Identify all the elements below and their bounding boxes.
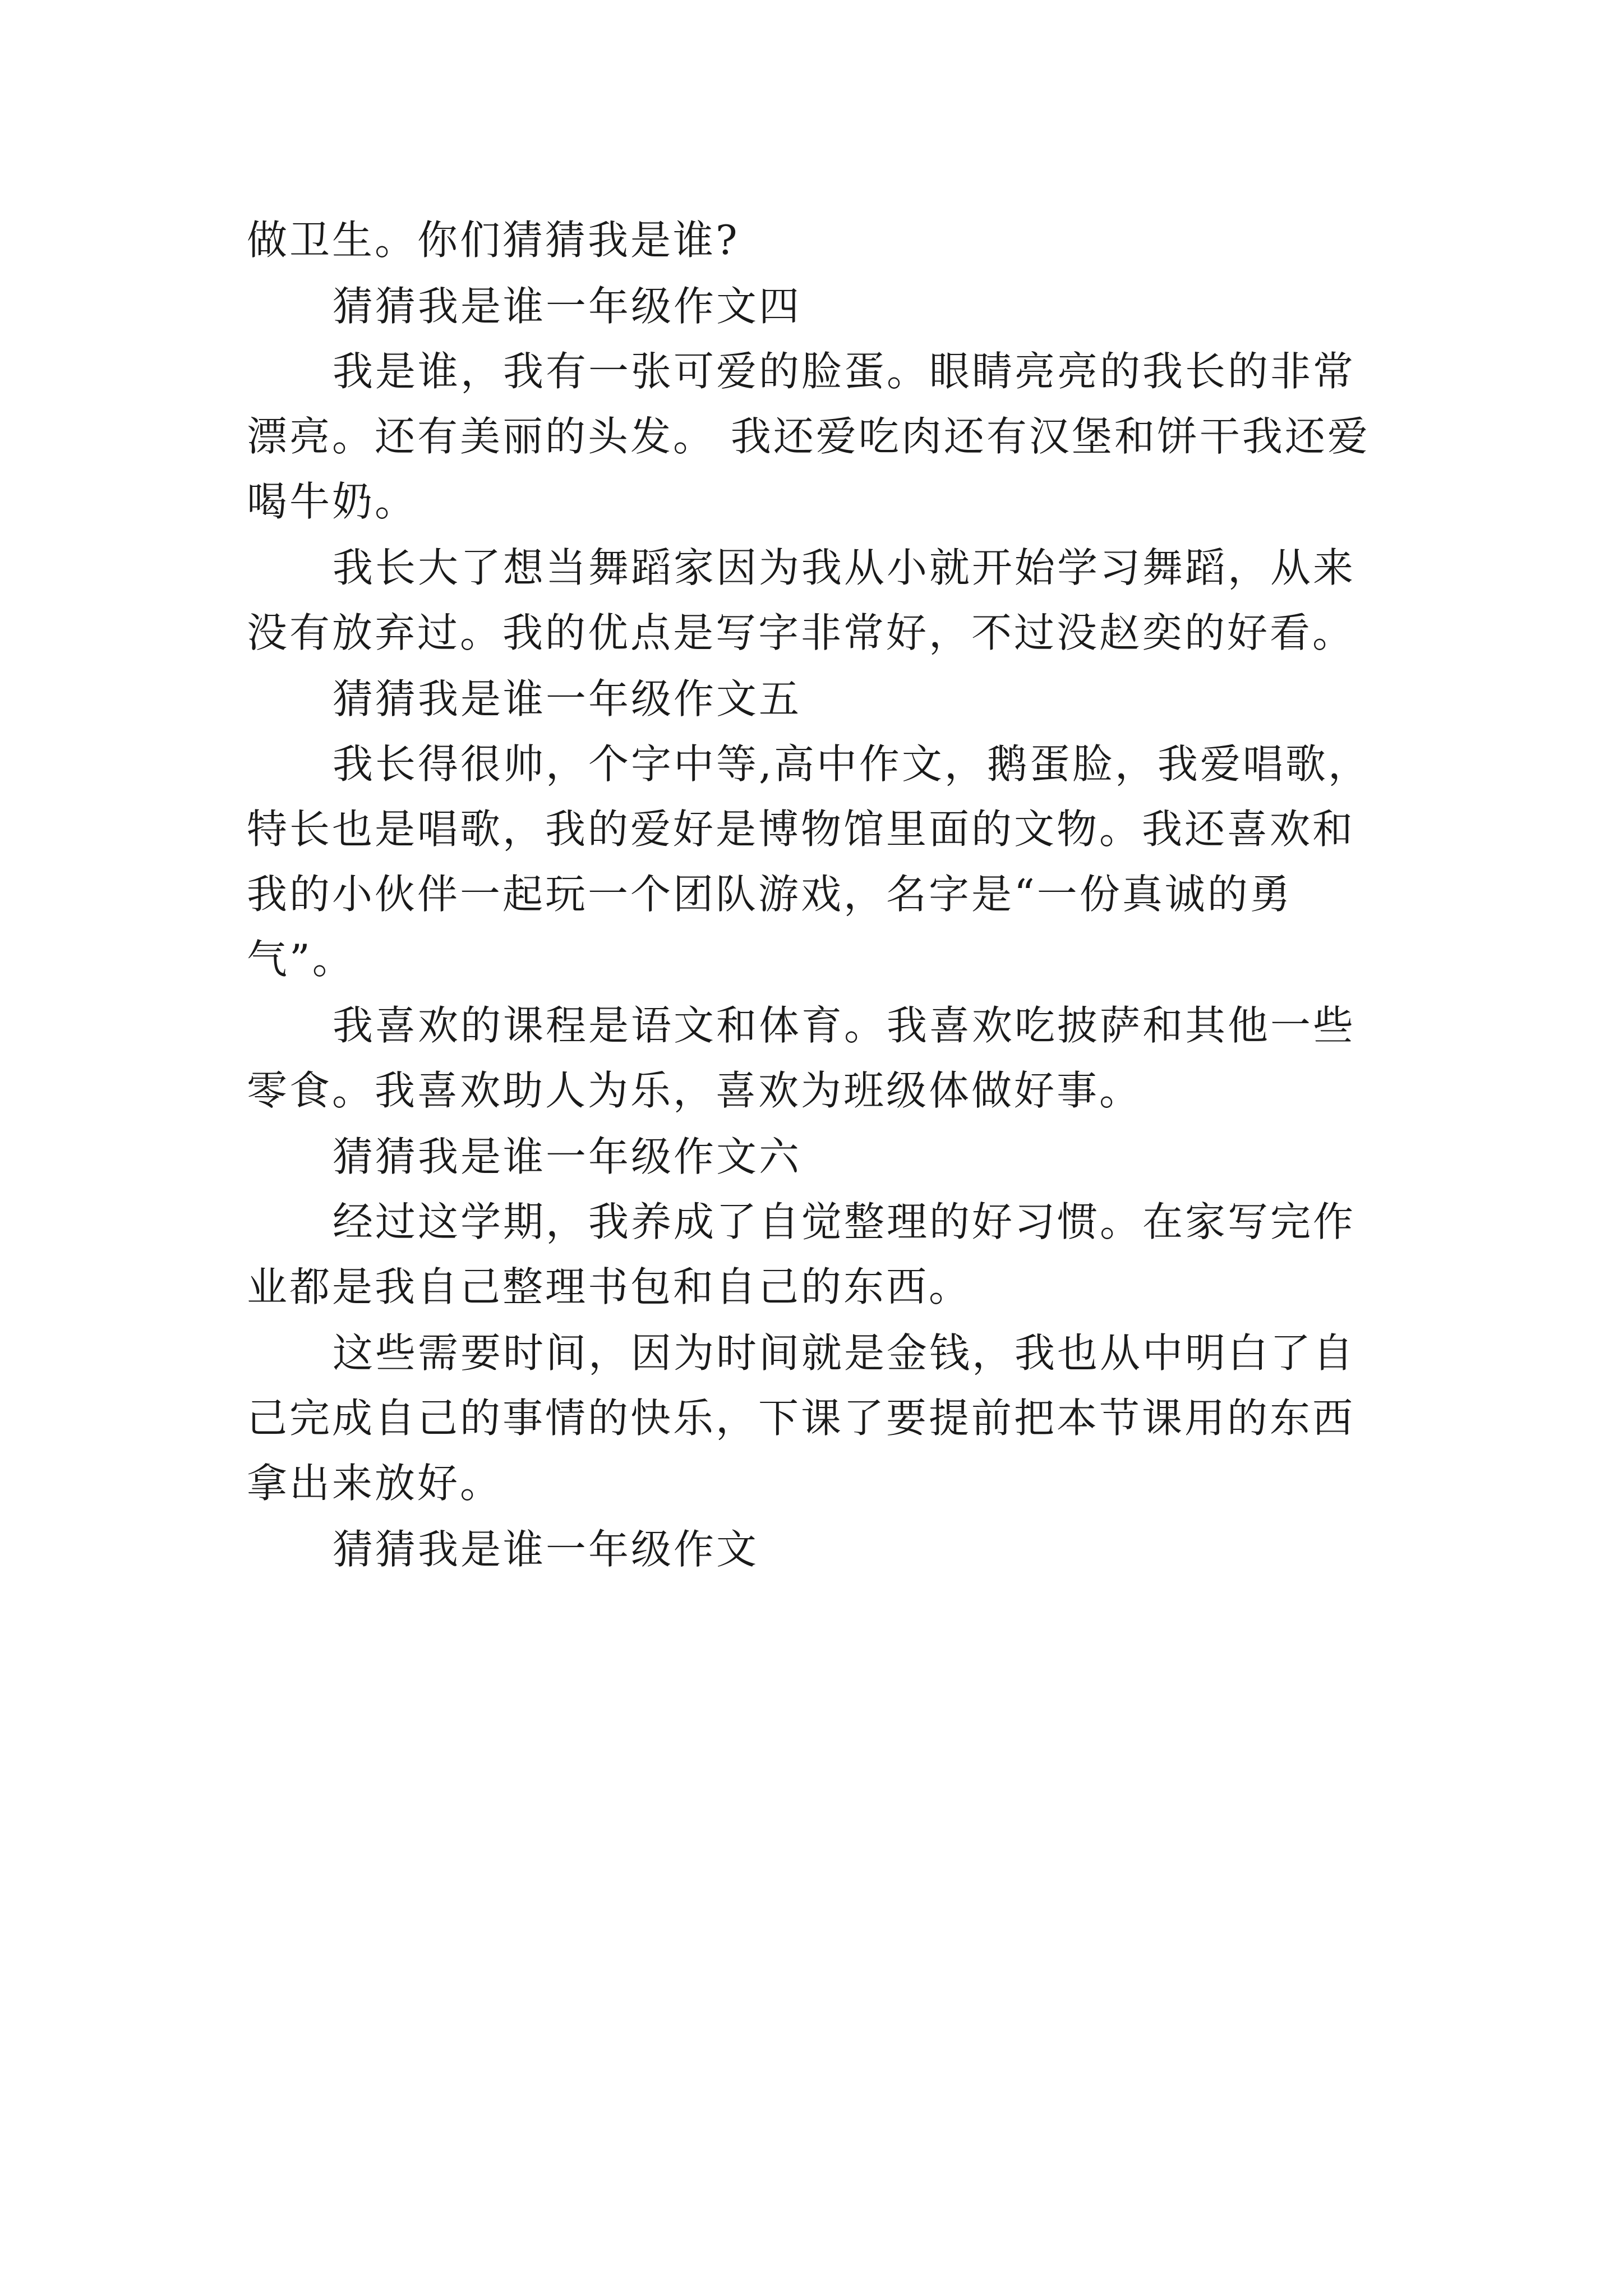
- body-paragraph: 经过这学期，我养成了自觉整理的好习惯。在家写完作业都是我自己整理书包和自己的东西。: [247, 1198, 1356, 1310]
- section-heading-5: 猜猜我是谁一年级作文五: [333, 675, 802, 723]
- paragraph-continuation: 做卫生。你们猜猜我是谁?: [247, 217, 740, 264]
- section-heading-final: 猜猜我是谁一年级作文: [333, 1526, 759, 1573]
- body-paragraph: 我长得很帅，个字中等,高中作文，鹅蛋脸，我爱唱歌，特长也是唱歌，我的爱好是博物馆里面的文物。我还喜欢和我的小伙伴一起玩一个团队游戏，名字是“一份真诚的勇气”。: [247, 740, 1371, 983]
- body-paragraph: 我喜欢的课程是语文和体育。我喜欢吃披萨和其他一些零食。我喜欢助人为乐，喜欢为班级体做好事。: [247, 1002, 1356, 1114]
- section-heading-4: 猜猜我是谁一年级作文四: [333, 283, 802, 330]
- essay-text-block: [247, 208, 1385, 1582]
- body-paragraph: 我长大了想当舞蹈家因为我从小就开始学习舞蹈，从来没有放弃过。我的优点是写字非常好，不过没赵奕的好看。: [247, 544, 1356, 656]
- body-paragraph: 我是谁，我有一张可爱的脸蛋。眼睛亮亮的我长的非常漂亮。还有美丽的头发。 我还爱吃肉还有汉堡和饼干我还爱喝牛奶。: [247, 348, 1370, 525]
- section-heading-6: 猜猜我是谁一年级作文六: [333, 1133, 802, 1180]
- body-paragraph: 这些需要时间，因为时间就是金钱，我也从中明白了自己完成自己的事情的快乐，下课了要提前把本节课用的东西拿出来放好。: [247, 1329, 1356, 1507]
